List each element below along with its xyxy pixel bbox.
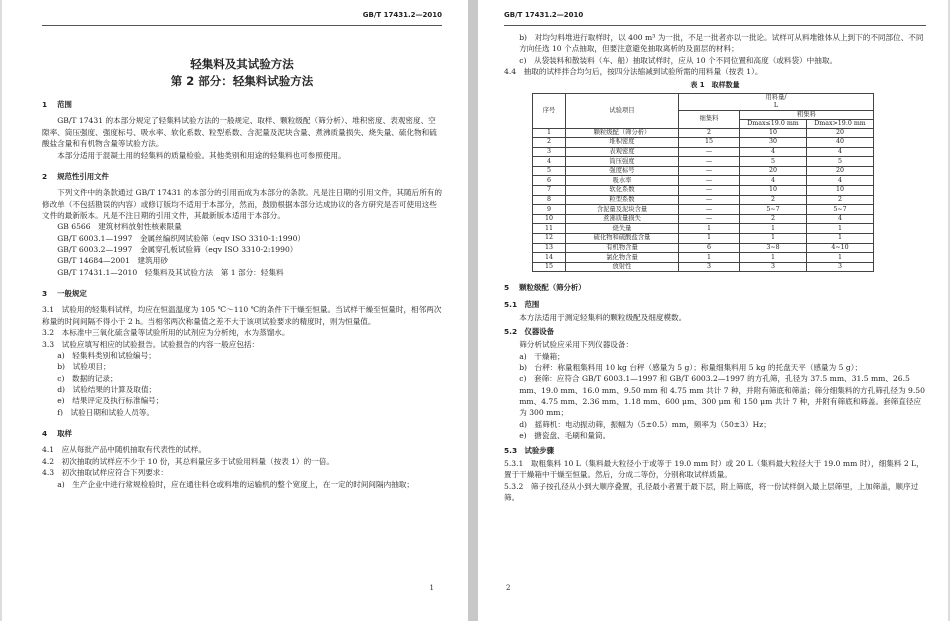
clause-4-3: 4.3 初次抽取试样应符合下列要求： xyxy=(42,468,168,478)
page-number: 2 xyxy=(506,583,511,592)
header-rule xyxy=(42,25,442,26)
table-row xyxy=(533,224,874,234)
table-row xyxy=(533,128,874,138)
table-cell-item: 强度标号 xyxy=(566,166,679,176)
clause-5-2-heading: 5.2 仪器设备 xyxy=(504,327,555,337)
section-3-heading: 3 一般规定 xyxy=(42,289,87,299)
table-cell-n: 15 xyxy=(533,262,566,272)
table-cell-fine: 15 xyxy=(679,138,740,148)
table-cell-c1: 1 xyxy=(740,234,807,244)
list-item: a) 生产企业中进行常规检验时，应在通往料仓或料堆的运输机的整个宽度上，在一定的时间间隔内抽取； xyxy=(57,479,414,489)
table-cell-c2: 20 xyxy=(807,166,874,176)
table-cell-c2: 1 xyxy=(807,234,874,244)
table-cell-item: 堆积密度 xyxy=(566,138,679,148)
table-row xyxy=(533,138,874,148)
table-cell-n: 10 xyxy=(533,214,566,224)
clause-5-1-text: 本方法适用于测定轻集料的颗粒级配及细度模数。 xyxy=(519,312,687,322)
table-cell-n: 2 xyxy=(533,138,566,148)
table-cell-item: 表观密度 xyxy=(566,147,679,157)
table-cell-fine: 3 xyxy=(679,262,740,272)
table-cell-c2: 5~7 xyxy=(807,205,874,215)
table-cell-item: 放射性 xyxy=(566,262,679,272)
list-item: a) 干燥箱； xyxy=(519,351,565,361)
running-header: GB/T 17431.2—2010 xyxy=(362,11,442,19)
table-cell-n: 12 xyxy=(533,234,566,244)
table-cell-n: 6 xyxy=(533,176,566,186)
running-header: GB/T 17431.2—2010 xyxy=(504,11,584,19)
table-cell-c1: 2 xyxy=(740,214,807,224)
sampling-table xyxy=(532,93,874,272)
col-header-coarse: 粗集料 xyxy=(740,110,874,119)
table-cell-c1: 4 xyxy=(740,147,807,157)
clause-5-3-1: 5.3.1 取粗集料 10 L（集料最大粒径小于或等于 19.0 mm 时）或 20 L（集料最大粒径大于 19.0 mm 时），细集料 2 L，置于干燥箱中干燥至恒量。然后，分成二等份，分别称取试样质量。 xyxy=(504,458,924,480)
section-2-paragraph: 下列文件中的条款通过 GB/T 17431 的本部分的引用而成为本部分的条款。凡是注日期的引用文件，其随后所有的修改单（不包括勘误的内容）或修订版均不适用于本部分，然而，鼓励根据本部分达成协议的各方研究是否可使用这些文件的最新版本。凡是不注日期的引用文件，其最新版本适用于本部分。 xyxy=(42,188,442,220)
list-item: c) 数据的记录； xyxy=(57,373,118,383)
section-5-heading: 5 颗粒级配（筛分析） xyxy=(504,283,586,293)
clause-3-1: 3.1 试验用的轻集料试样，均应在恒温温度为 105 ℃～110 ℃的条件下干燥至恒量。当试样干燥至恒量时，相邻两次称量的时间间隔不得小于 2 h。当相邻两次称量值之差不大于该项试验要求的精度时，则为恒量值。 xyxy=(42,305,442,326)
table-cell-c1: 10 xyxy=(740,128,807,138)
reference-item: GB 6566 建筑材料放射性核素限量 xyxy=(57,222,182,232)
table-cell-c1: 1 xyxy=(740,224,807,234)
table-cell-c2: 1 xyxy=(807,253,874,263)
table-cell-fine: — xyxy=(679,166,740,176)
table-cell-c2: 1 xyxy=(807,224,874,234)
table-cell-item: 软化系数 xyxy=(566,186,679,196)
table-cell-item: 煮沸质量损失 xyxy=(566,214,679,224)
table-cell-fine: 6 xyxy=(679,243,740,253)
clause-4-2: 4.2 初次抽取的试样应不少于 10 份，其总料量应多于试验用料量（按表 1）的一倍。 xyxy=(42,456,334,466)
list-item: e) 结果评定及执行标准编号； xyxy=(57,396,164,406)
table-cell-n: 11 xyxy=(533,224,566,234)
list-item: c) 套筛：应符合 GB/T 6003.1—1997 和 GB/T 6003.2—1997 的方孔筛，孔径为 37.5 mm、31.5 mm、26.5 mm、19.0 mm、16.0 mm、9.50 mm 和 4.75 mm 共计 7 种，并附有筛底和筛盖；筛分细集料的方孔筛孔径为 9.50 mm、4.75 mm、2.36 mm、1.18 mm、600 μm、300 μm 和 150 μm 共计 7 种，并附有筛底和筛盖。套筛直径应为 300 mm； xyxy=(519,374,925,418)
table-cell-item: 粒型系数 xyxy=(566,195,679,205)
table-cell-item: 烧失量 xyxy=(566,224,679,234)
table-cell-fine: — xyxy=(679,205,740,215)
section-1-heading: 1 范围 xyxy=(42,100,72,110)
page-2 xyxy=(478,0,948,621)
col-header-amount: 用料量/ L xyxy=(679,94,874,111)
col-header-seq: 序号 xyxy=(533,94,566,128)
table-cell-fine: 2 xyxy=(679,128,740,138)
list-item: b) 对均匀料堆进行取样时，以 400 m³ 为一批，不足一批者亦以一批论。试样可从料堆锥体从上到下的不同部位、不同方向任选 10 个点抽取，但要注意避免抽取离析的及面层的材料； xyxy=(519,33,924,54)
table-cell-c2: 20 xyxy=(807,128,874,138)
table-row xyxy=(533,262,874,272)
table-cell-fine: 1 xyxy=(679,253,740,263)
table-cell-item: 筒压强度 xyxy=(566,157,679,167)
table-cell-c2: 40 xyxy=(807,138,874,148)
page-1 xyxy=(2,0,468,621)
table-cell-c1: 10 xyxy=(740,186,807,196)
section-2-heading: 2 规范性引用文件 xyxy=(42,172,109,182)
list-item: b) 试验项目； xyxy=(57,362,111,372)
table-cell-n: 1 xyxy=(533,128,566,138)
table-cell-n: 14 xyxy=(533,253,566,263)
table-cell-item: 硫化物和硫酸盐含量 xyxy=(566,234,679,244)
table-cell-fine: — xyxy=(679,157,740,167)
list-item: d) 试验结果的计算及取值； xyxy=(57,385,157,395)
table-cell-c2: 3 xyxy=(807,262,874,272)
table-cell-c1: 5 xyxy=(740,157,807,167)
clause-3-3: 3.3 试验应填写相应的试验报告。试验报告的内容一般应包括： xyxy=(42,339,260,349)
list-item: a) 轻集料类别和试验编号； xyxy=(57,350,156,360)
table-cell-c1: 3 xyxy=(740,262,807,272)
table-cell-n: 13 xyxy=(533,243,566,253)
clause-4-1: 4.1 应从每批产品中随机抽取有代表性的试样。 xyxy=(42,445,206,455)
table-cell-c2: 4~10 xyxy=(807,243,874,253)
section-1-paragraph: GB/T 17431 的本部分规定了轻集料试验方法的一般规定、取样、颗粒级配（筛分析）、堆积密度、表观密度、空隙率、筒压强度、强度标号、吸水率、软化系数、粒型系数、含泥量及泥块含量、煮沸质量损失、烧失量、硫化物和硫酸盐含量和有机物含量等试验方法。 xyxy=(42,116,437,149)
table-cell-c2: 2 xyxy=(807,195,874,205)
table-cell-n: 9 xyxy=(533,205,566,215)
col-header-dmax-gt: Dmax>19.0 mm xyxy=(807,119,874,128)
table-row xyxy=(533,253,874,263)
table-cell-item: 有机物含量 xyxy=(566,243,679,253)
table-cell-c2: 4 xyxy=(807,147,874,157)
table-row xyxy=(533,243,874,253)
table-row xyxy=(533,157,874,167)
clause-3-2: 3.2 本标准中三氧化硫含量等试验所用的试剂应为分析纯，水为蒸馏水。 xyxy=(42,328,290,338)
section-1-paragraph: 本部分适用于混凝土用的轻集料的质量检验。其他类别和用途的轻集料也可参照使用。 xyxy=(57,150,346,160)
clause-5-2-text: 筛分析试验应采用下列仪器设备： xyxy=(519,340,634,350)
table-cell-c1: 1 xyxy=(740,253,807,263)
list-item: d) 摇筛机：电动振动筛，振幅为（5±0.5）mm，频率为（50±3）Hz； xyxy=(519,419,771,429)
table-row xyxy=(533,186,874,196)
table-cell-c2: 4 xyxy=(807,176,874,186)
header-rule xyxy=(504,25,926,26)
table-cell-item: 吸水率 xyxy=(566,176,679,186)
table-cell-fine: — xyxy=(679,214,740,224)
table-cell-fine: — xyxy=(679,186,740,196)
title-line-1: 轻集料及其试验方法 xyxy=(190,57,294,71)
clause-5-1-heading: 5.1 范围 xyxy=(504,299,540,309)
list-item: e) 搪瓷盘、毛刷和量筒。 xyxy=(519,431,611,441)
col-header-item: 试验项目 xyxy=(566,94,679,128)
table-cell-c1: 4 xyxy=(740,176,807,186)
reference-item: GB/T 17431.1—2010 轻集料及其试验方法 第 1 部分：轻集料 xyxy=(57,267,284,277)
list-item: b) 台秤：称量粗集料用 10 kg 台秤（感量为 5 g）；称量细集料用 5 kg 的托盘天平（感量为 5 g）； xyxy=(519,362,863,372)
clause-5-3-heading: 5.3 试验步骤 xyxy=(504,445,555,455)
clause-4-4: 4.4 抽取的试样拌合均匀后，按四分法缩减到试验所需的用料量（按表 1）。 xyxy=(504,67,763,77)
table-caption: 表 1 取样数量 xyxy=(690,80,740,89)
table-cell-c1: 3~8 xyxy=(740,243,807,253)
table-cell-c1: 5~7 xyxy=(740,205,807,215)
table-cell-c1: 30 xyxy=(740,138,807,148)
table-cell-n: 4 xyxy=(533,157,566,167)
page-number: 1 xyxy=(429,583,434,592)
table-row xyxy=(533,147,874,157)
list-item: f) 试验日期和试验人员等。 xyxy=(57,407,155,417)
reference-item: GB/T 14684—2001 建筑用砂 xyxy=(57,256,168,266)
table-row xyxy=(533,166,874,176)
reference-item: GB/T 6003.1—1997 金属丝编织网试验筛（eqv ISO 3310-1:1990） xyxy=(57,233,305,243)
table-row xyxy=(533,195,874,205)
table-cell-n: 7 xyxy=(533,186,566,196)
table-cell-c1: 20 xyxy=(740,166,807,176)
table-cell-fine: 1 xyxy=(679,234,740,244)
table-cell-c1: 2 xyxy=(740,195,807,205)
page-gutter xyxy=(468,0,478,621)
table-row xyxy=(533,234,874,244)
table-cell-fine: — xyxy=(679,147,740,157)
col-header-fine: 细集料 xyxy=(679,110,740,128)
table-cell-fine: — xyxy=(679,176,740,186)
document-title xyxy=(42,56,442,89)
table-row xyxy=(533,176,874,186)
table-cell-item: 颗粒级配（筛分析） xyxy=(566,128,679,138)
table-cell-item: 含泥量及泥块含量 xyxy=(566,205,679,215)
table-cell-fine: — xyxy=(679,195,740,205)
title-line-2: 第 2 部分：轻集料试验方法 xyxy=(170,73,314,88)
table-cell-item: 氯化物含量 xyxy=(566,253,679,263)
table-cell-n: 5 xyxy=(533,166,566,176)
section-4-heading: 4 取样 xyxy=(42,429,72,439)
col-header-dmax-le: Dmax≤19.0 mm xyxy=(740,119,807,128)
table-cell-c2: 10 xyxy=(807,186,874,196)
table-cell-fine: 1 xyxy=(679,224,740,234)
reference-item: GB/T 6003.2—1997 金属穿孔板试验筛（eqv ISO 3310-2:1990） xyxy=(57,245,298,255)
table-cell-n: 8 xyxy=(533,195,566,205)
list-item: c) 从袋装料和散装料（车、船）抽取试样时，应从 10 个不同位置和高度（或料袋）中抽取。 xyxy=(519,55,838,65)
table-cell-c2: 5 xyxy=(807,157,874,167)
table-row xyxy=(533,205,874,215)
clause-5-3-2: 5.3.2 筛子按孔径从小到大顺序叠置，孔径最小者置于最下层，附上筛底，将一份试样倒入最上层筛里，上加筛盖，顺序过筛。 xyxy=(504,481,919,502)
table-row xyxy=(533,214,874,224)
table-cell-n: 3 xyxy=(533,147,566,157)
table-cell-c2: 4 xyxy=(807,214,874,224)
